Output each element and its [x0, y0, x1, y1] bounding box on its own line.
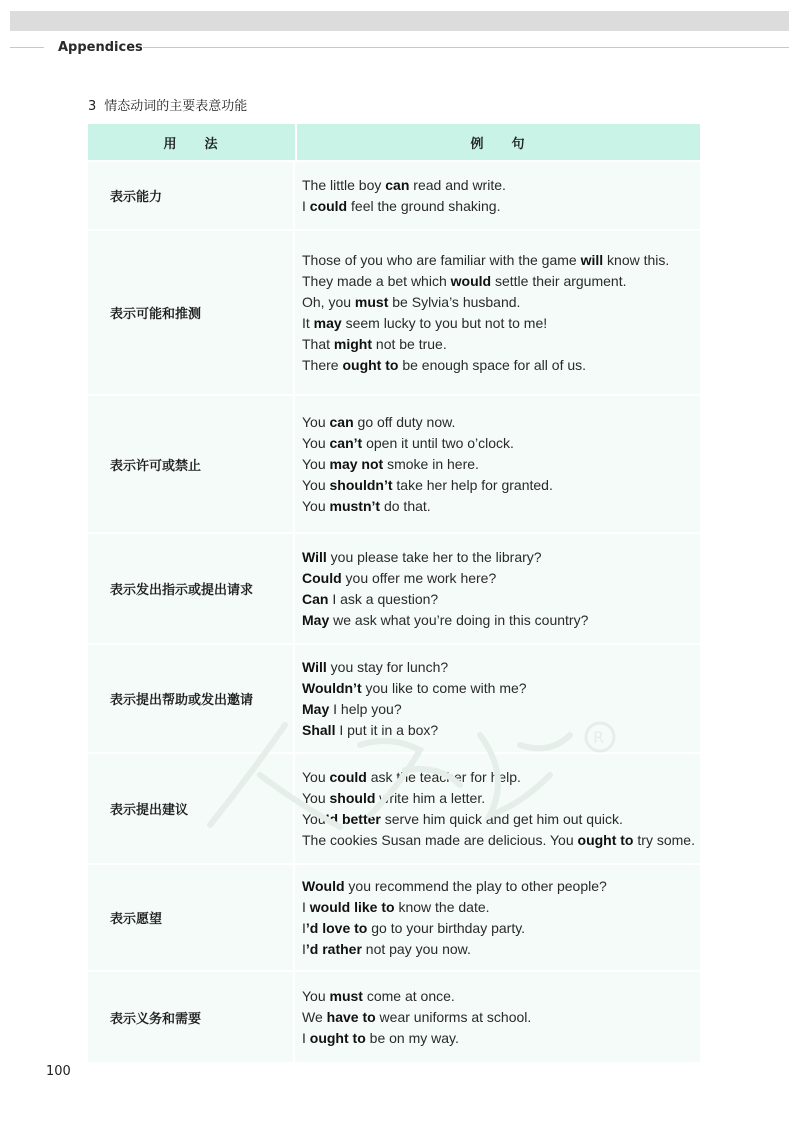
- modal-verb: must: [329, 987, 363, 1004]
- top-bar: [10, 11, 789, 31]
- sentence-text: You: [302, 768, 330, 785]
- sentence-text: You: [302, 789, 330, 806]
- sentence-text: You: [302, 810, 326, 827]
- modal-verb: ought to: [342, 356, 399, 373]
- example-sentence: [302, 433, 700, 454]
- example-sentence: [302, 454, 700, 475]
- example-sentence: [302, 986, 700, 1007]
- usage-cell: 表示提出帮助或发出邀请: [88, 645, 295, 752]
- usage-cell: 表示能力: [88, 162, 295, 229]
- sentence-text: go to your birthday party.: [367, 919, 526, 936]
- table-body: [88, 162, 700, 1064]
- example-sentence: [302, 496, 700, 517]
- column-header-examples-part1: 例: [470, 136, 486, 152]
- sentence-text: be Sylvia’s husband.: [388, 293, 521, 310]
- table-header: [88, 124, 700, 162]
- section-title-text: 情态动词的主要表意功能: [104, 99, 248, 114]
- sentence-text: I: [302, 1029, 310, 1046]
- column-header-usage: [88, 124, 297, 160]
- modal-verb: may not: [329, 455, 384, 472]
- sentence-text: wear uniforms at school.: [375, 1008, 532, 1025]
- page-number: 100: [46, 1064, 71, 1079]
- sentence-text: You: [302, 413, 330, 430]
- example-sentence: [302, 788, 700, 809]
- sentence-text: You: [302, 497, 330, 514]
- table-row: [88, 231, 700, 396]
- sentence-text: You: [302, 987, 330, 1004]
- sentence-text: seem lucky to you but not to me!: [341, 314, 548, 331]
- modal-verb: should: [329, 789, 376, 806]
- modal-verb: can: [329, 413, 354, 430]
- sentence-text: do that.: [380, 497, 431, 514]
- column-header-examples-part2: 句: [511, 136, 527, 152]
- modal-verb: May: [302, 611, 330, 628]
- example-sentence: [302, 334, 700, 355]
- header-divider-left: [10, 47, 44, 48]
- sentence-text: read and write.: [409, 176, 506, 193]
- sentence-text: We: [302, 1008, 327, 1025]
- sentence-text: open it until two o’clock.: [362, 434, 514, 451]
- modal-verb: could: [329, 768, 367, 785]
- sentence-text: be on my way.: [365, 1029, 459, 1046]
- table-row: [88, 396, 700, 534]
- examples-cell: [295, 754, 700, 863]
- table-row: [88, 534, 700, 645]
- sentence-text: Those of you who are familiar with the game: [302, 251, 581, 268]
- column-header-usage-part2: 法: [204, 136, 220, 152]
- modal-verb: May: [302, 700, 330, 717]
- sentence-text: ask the teacher for help.: [366, 768, 521, 785]
- example-sentence: [302, 767, 700, 788]
- example-sentence: [302, 547, 700, 568]
- modal-verb: Would: [302, 877, 345, 894]
- header-divider-right: [143, 47, 789, 48]
- sentence-text: I help you?: [329, 700, 402, 717]
- examples-cell: [295, 231, 700, 394]
- sentence-text: That: [302, 335, 334, 352]
- sentence-text: feel the ground shaking.: [347, 197, 501, 214]
- usage-cell: 表示发出指示或提出请求: [88, 534, 295, 643]
- example-sentence: [302, 175, 700, 196]
- example-sentence: [302, 610, 700, 631]
- section-title: [88, 95, 247, 114]
- example-sentence: [302, 475, 700, 496]
- examples-cell: [295, 645, 700, 752]
- sentence-text: come at once.: [362, 987, 455, 1004]
- example-sentence: [302, 678, 700, 699]
- sentence-text: go off duty now.: [353, 413, 456, 430]
- sentence-text: know the date.: [394, 898, 490, 915]
- usage-cell: 表示义务和需要: [88, 972, 295, 1062]
- example-sentence: [302, 830, 700, 851]
- table-row: [88, 865, 700, 972]
- sentence-text: I: [302, 919, 306, 936]
- example-sentence: [302, 292, 700, 313]
- sentence-text: settle their argument.: [491, 272, 627, 289]
- example-sentence: [302, 568, 700, 589]
- modal-verbs-table: [88, 124, 700, 1064]
- column-header-usage-part1: 用: [163, 136, 179, 152]
- example-sentence: [302, 355, 700, 376]
- sentence-text: The little boy: [302, 176, 386, 193]
- sentence-text: smoke in here.: [383, 455, 479, 472]
- table-row: [88, 645, 700, 754]
- column-header-examples: [297, 124, 700, 160]
- sentence-text: I: [302, 940, 306, 957]
- sentence-text: you like to come with me?: [361, 679, 527, 696]
- sentence-text: be enough space for all of us.: [398, 356, 587, 373]
- example-sentence: [302, 657, 700, 678]
- example-sentence: [302, 271, 700, 292]
- sentence-text: I put it in a box?: [335, 721, 439, 738]
- modal-verb: can’t: [329, 434, 363, 451]
- sentence-text: Oh, you: [302, 293, 355, 310]
- modal-verb: Shall: [302, 721, 336, 738]
- modal-verb: Could: [302, 569, 342, 586]
- sentence-text: not pay you now.: [361, 940, 471, 957]
- sentence-text: take her help for granted.: [392, 476, 553, 493]
- modal-verb: ought to: [309, 1029, 366, 1046]
- modal-verb: ought to: [577, 831, 634, 848]
- modal-verb: Will: [302, 548, 327, 565]
- example-sentence: [302, 720, 700, 741]
- running-header: Appendices: [58, 40, 143, 55]
- sentence-text: try some.: [633, 831, 695, 848]
- modal-verb: would like to: [309, 898, 395, 915]
- usage-cell: 表示提出建议: [88, 754, 295, 863]
- modal-verb: must: [354, 293, 389, 310]
- usage-cell: 表示可能和推测: [88, 231, 295, 394]
- sentence-text: It: [302, 314, 314, 331]
- usage-cell: 表示许可或禁止: [88, 396, 295, 532]
- sentence-text: write him a letter.: [375, 789, 486, 806]
- example-sentence: [302, 589, 700, 610]
- modal-verb: will: [580, 251, 604, 268]
- modal-verb: may: [313, 314, 342, 331]
- example-sentence: [302, 939, 700, 960]
- modal-verb: Can: [302, 590, 329, 607]
- modal-verb: ’d love to: [305, 919, 368, 936]
- sentence-text: They made a bet which: [302, 272, 451, 289]
- sentence-text: I ask a question?: [328, 590, 439, 607]
- example-sentence: [302, 412, 700, 433]
- modal-verb: ’d better: [325, 810, 381, 827]
- modal-verb: would: [450, 272, 492, 289]
- examples-cell: [295, 534, 700, 643]
- usage-cell: 表示愿望: [88, 865, 295, 970]
- modal-verb: have to: [326, 1008, 376, 1025]
- sentence-text: you offer me work here?: [341, 569, 497, 586]
- table-row: [88, 754, 700, 865]
- example-sentence: [302, 1028, 700, 1049]
- sentence-text: You: [302, 476, 330, 493]
- table-row: [88, 972, 700, 1064]
- table-row: [88, 162, 700, 231]
- modal-verb: Wouldn’t: [302, 679, 362, 696]
- sentence-text: you please take her to the library?: [326, 548, 542, 565]
- sentence-text: The cookies Susan made are delicious. You: [302, 831, 578, 848]
- examples-cell: [295, 972, 700, 1062]
- modal-verb: ’d rather: [305, 940, 362, 957]
- sentence-text: you recommend the play to other people?: [344, 877, 607, 894]
- sentence-text: You: [302, 455, 330, 472]
- example-sentence: [302, 876, 700, 897]
- sentence-text: know this.: [603, 251, 670, 268]
- example-sentence: [302, 1007, 700, 1028]
- svg-text:R: R: [593, 728, 605, 747]
- example-sentence: [302, 809, 700, 830]
- modal-verb: might: [333, 335, 373, 352]
- section-number: 3: [88, 99, 97, 114]
- modal-verb: Will: [302, 658, 327, 675]
- modal-verb: could: [309, 197, 348, 214]
- example-sentence: [302, 313, 700, 334]
- examples-cell: [295, 162, 700, 229]
- sentence-text: you stay for lunch?: [326, 658, 449, 675]
- modal-verb: can: [385, 176, 410, 193]
- sentence-text: You: [302, 434, 330, 451]
- sentence-text: I: [302, 197, 310, 214]
- sentence-text: serve him quick and get him out quick.: [380, 810, 623, 827]
- sentence-text: we ask what you’re doing in this country?: [329, 611, 589, 628]
- example-sentence: [302, 699, 700, 720]
- examples-cell: [295, 396, 700, 532]
- modal-verb: shouldn’t: [329, 476, 393, 493]
- sentence-text: There: [302, 356, 343, 373]
- examples-cell: [295, 865, 700, 970]
- sentence-text: not be true.: [372, 335, 447, 352]
- example-sentence: [302, 918, 700, 939]
- example-sentence: [302, 196, 700, 217]
- example-sentence: [302, 250, 700, 271]
- example-sentence: [302, 897, 700, 918]
- sentence-text: I: [302, 898, 310, 915]
- modal-verb: mustn’t: [329, 497, 381, 514]
